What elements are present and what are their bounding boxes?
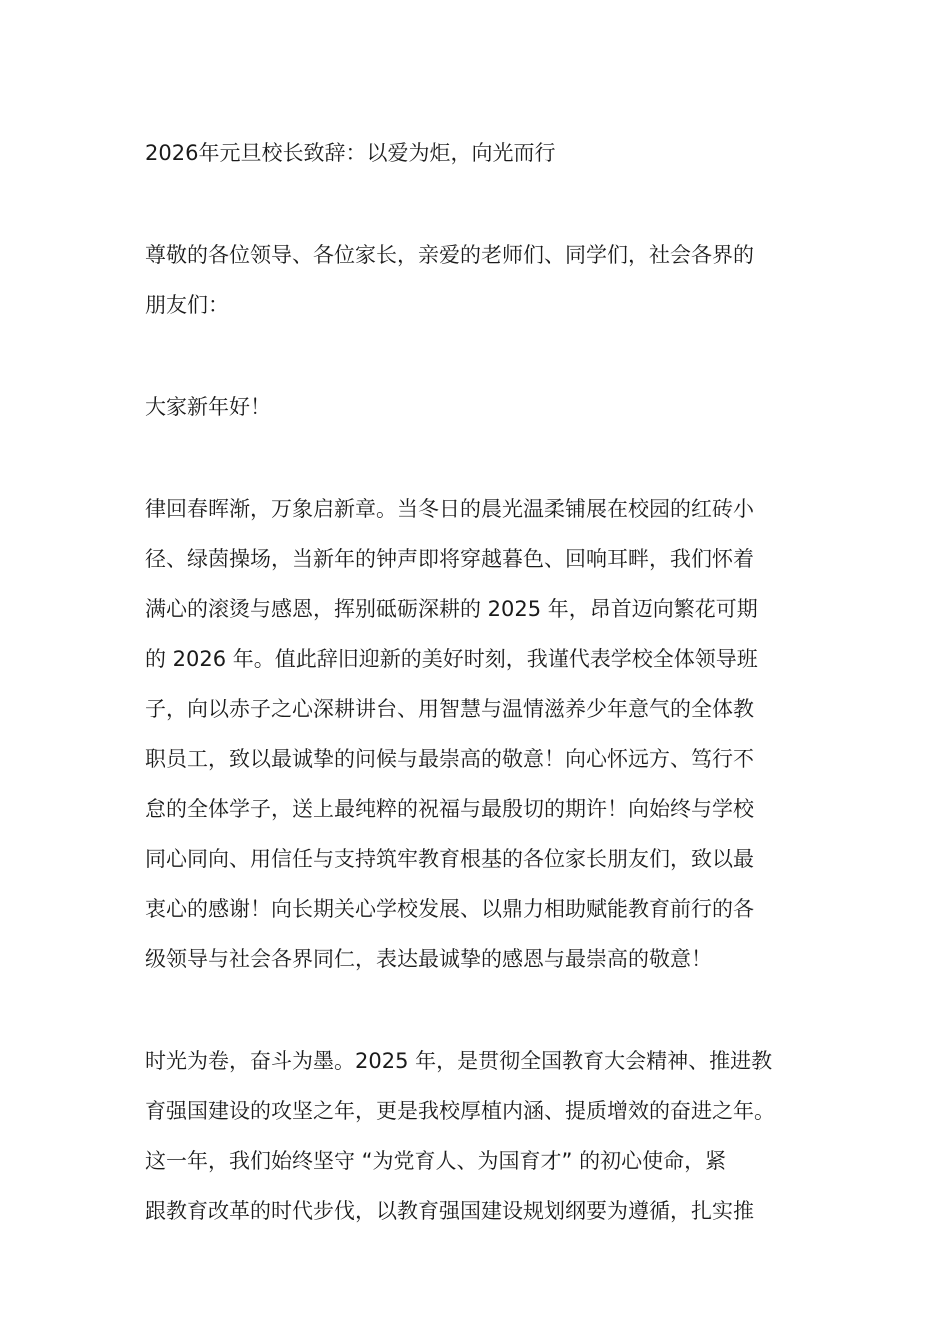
paragraph-line: 满心的滚烫与感恩，挥别砥砺深耕的 2025 年，昂首迈向繁花可期 (145, 597, 758, 621)
paragraph-line: 衷心的感谢！向长期关心学校发展、以鼎力相助赋能教育前行的各 (145, 897, 754, 921)
salutation-line: 朋友们： (145, 293, 229, 317)
paragraph-line: 跟教育改革的时代步伐，以教育强国建设规划纲要为遵循，扎实推 (145, 1199, 754, 1223)
greeting-text: 大家新年好！ (145, 395, 271, 419)
paragraph-line: 律回春晖渐，万象启新章。当冬日的晨光温柔铺展在校园的红砖小 (145, 497, 754, 521)
document-title (145, 128, 825, 178)
paragraph-1 (145, 484, 825, 984)
paragraph-line: 径、绿茵操场，当新年的钟声即将穿越暮色、回响耳畔，我们怀着 (145, 547, 754, 571)
paragraph-line: 子，向以赤子之心深耕讲台、用智慧与温情滋养少年意气的全体教 (145, 697, 754, 721)
paragraph-line: 育强国建设的攻坚之年，更是我校厚植内涵、提质增效的奋进之年。 (145, 1099, 775, 1123)
paragraph-line: 怠的全体学子，送上最纯粹的祝福与最殷切的期许！向始终与学校 (145, 797, 754, 821)
paragraph-line: 时光为卷，奋斗为墨。2025 年，是贯彻全国教育大会精神、推进教 (145, 1049, 773, 1073)
paragraph-line: 同心同向、用信任与支持筑牢教育根基的各位家长朋友们，致以最 (145, 847, 754, 871)
greeting (145, 382, 825, 432)
paragraph-2 (145, 1036, 825, 1236)
paragraph-line: 的 2026 年。值此辞旧迎新的美好时刻，我谨代表学校全体领导班 (145, 647, 758, 671)
title-text: 2026年元旦校长致辞：以爱为炬，向光而行 (145, 141, 556, 165)
paragraph-line: 级领导与社会各界同仁，表达最诚挚的感恩与最崇高的敬意！ (145, 947, 712, 971)
paragraph-line: 这一年，我们始终坚守 “为党育人、为国育才” 的初心使命，紧 (145, 1149, 727, 1173)
paragraph-line: 职员工，致以最诚挚的问候与最崇高的敬意！向心怀远方、笃行不 (145, 747, 754, 771)
salutation (145, 230, 825, 330)
document-body (145, 128, 825, 1288)
salutation-line: 尊敬的各位领导、各位家长，亲爱的老师们、同学们，社会各界的 (145, 243, 754, 267)
